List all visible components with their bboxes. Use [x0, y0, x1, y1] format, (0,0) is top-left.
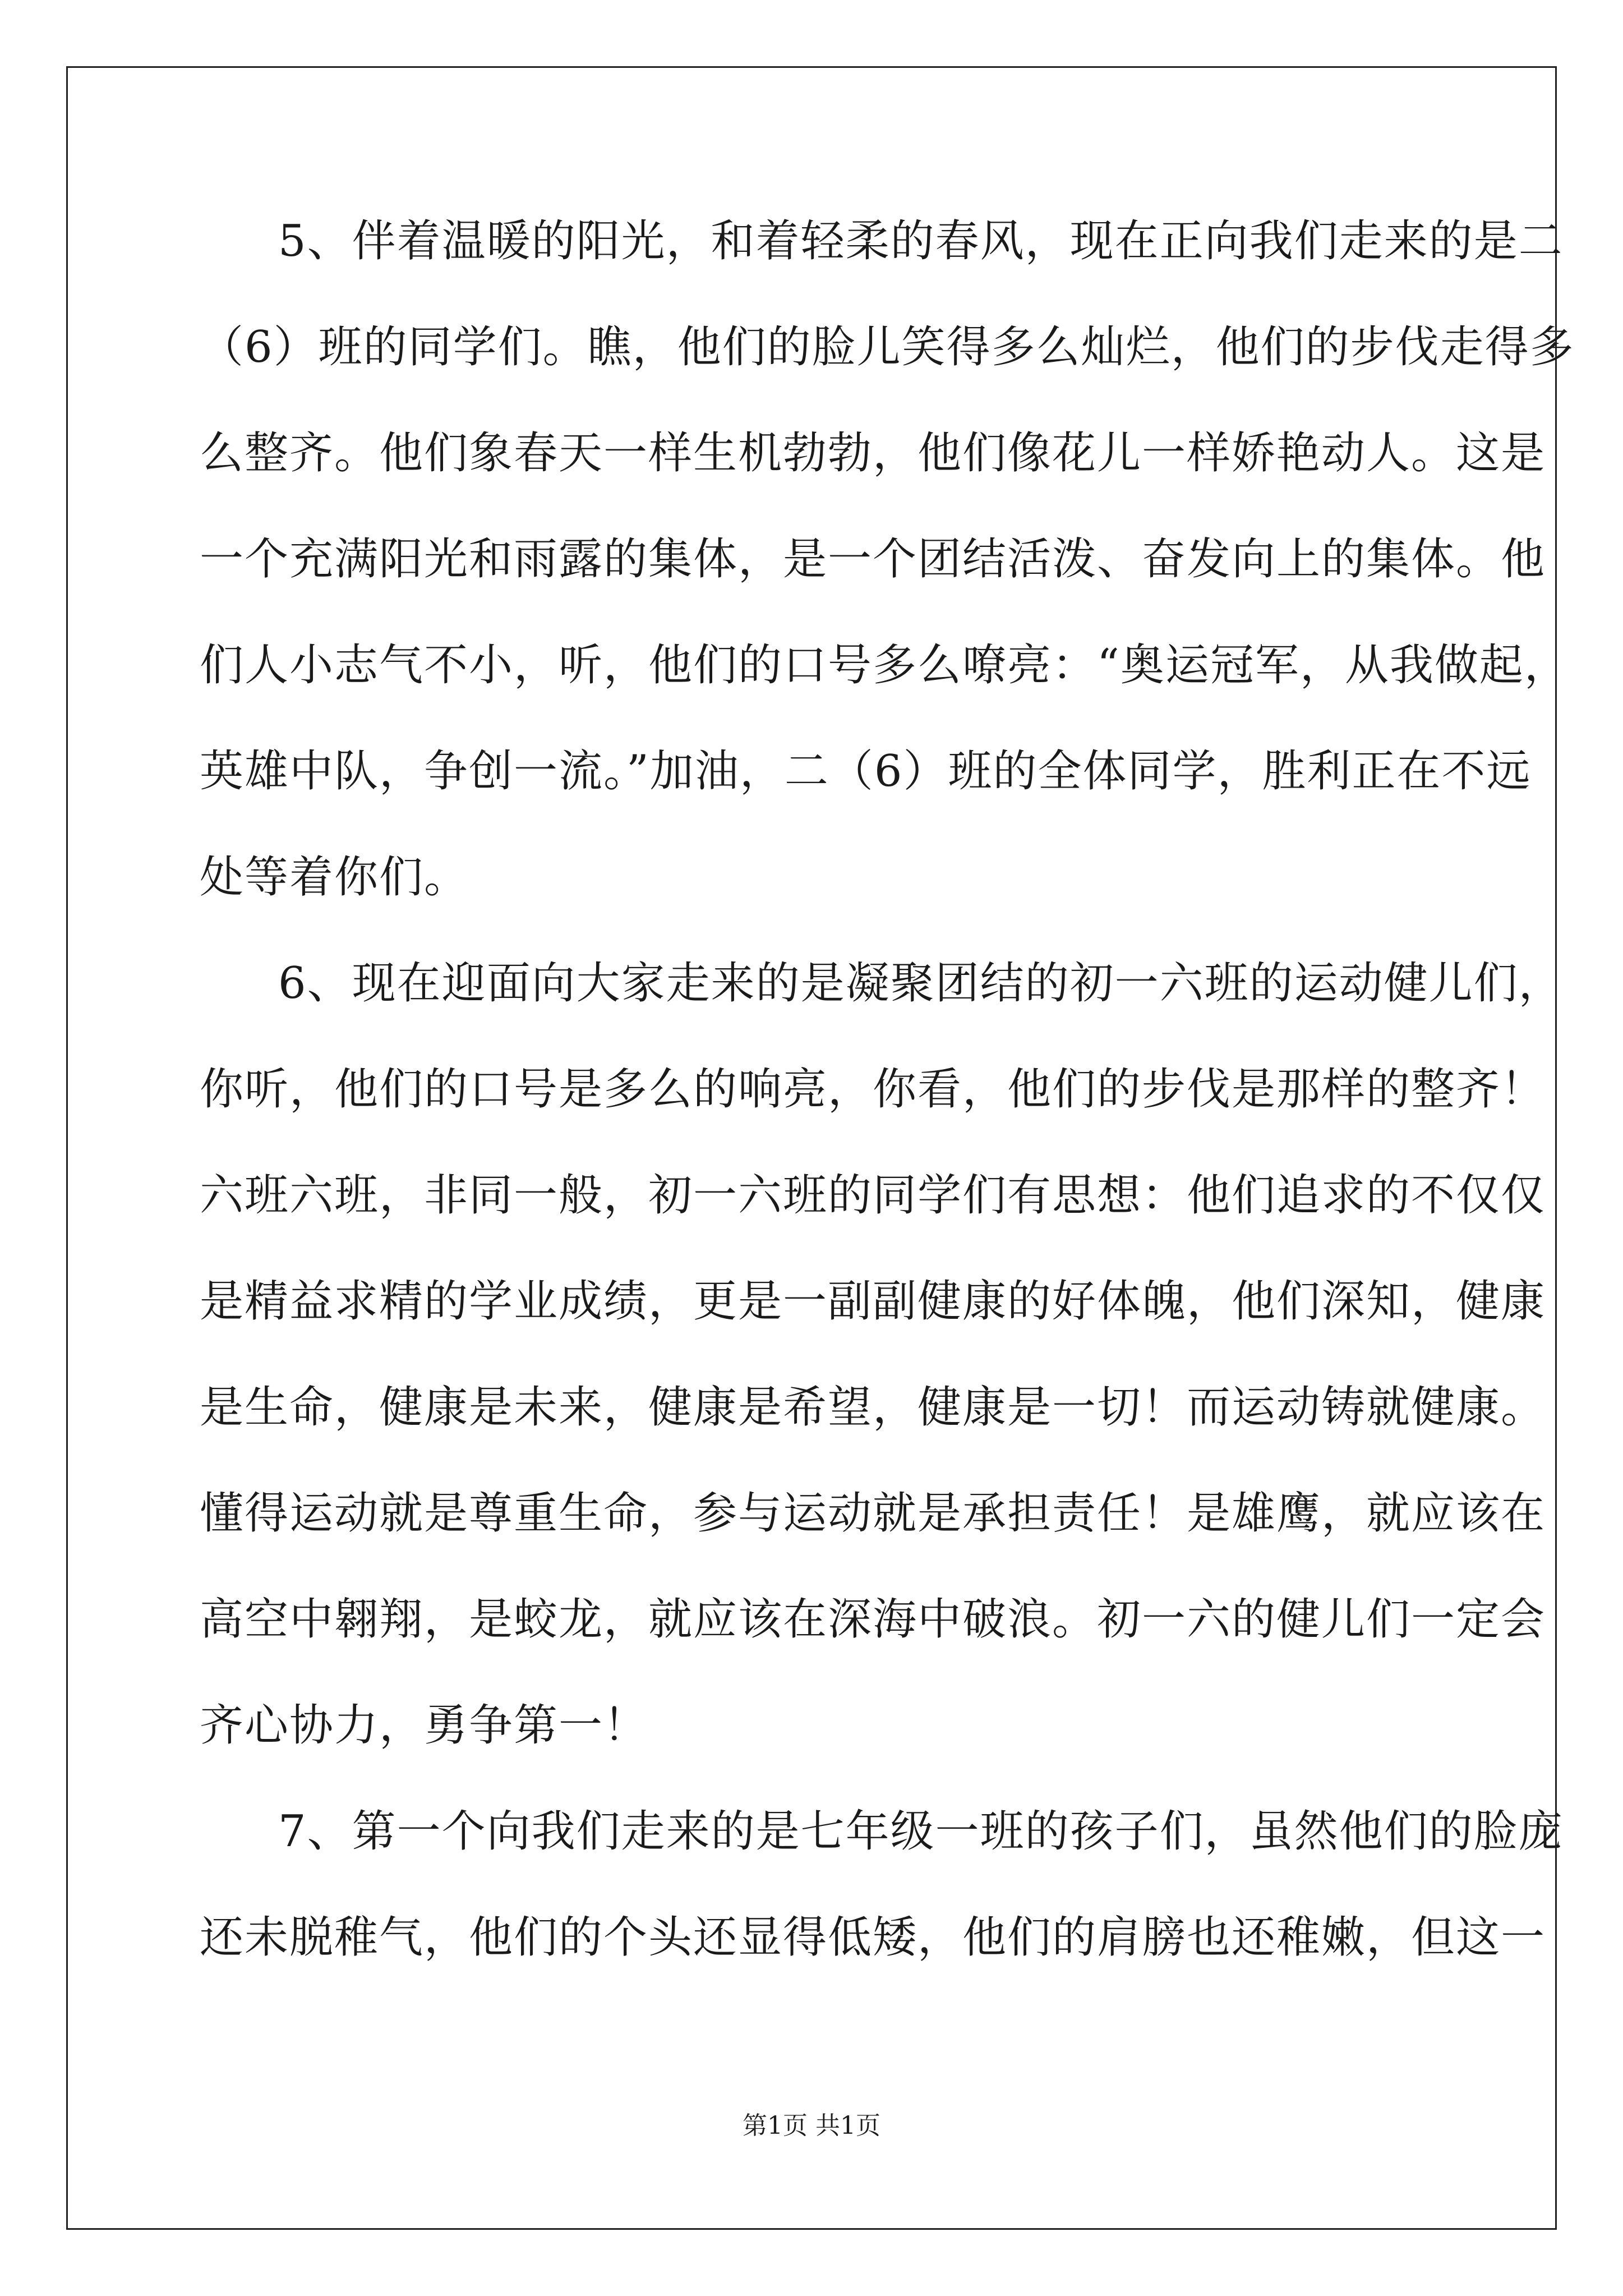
- text-line: 一个充满阳光和雨露的集体，是一个团结活泼、奋发向上的集体。他: [200, 534, 1546, 585]
- text-line: 高空中翱翔，是蛟龙，就应该在深海中破浪。初一六的健儿们一定会: [200, 1594, 1546, 1645]
- text-line: 英雄中队，争创一流。”加油，二（6）班的全体同学，胜利正在不远: [200, 746, 1532, 797]
- text-line: 还未脱稚气，他们的个头还显得低矮，他们的肩膀也还稚嫩，但这一: [200, 1912, 1546, 1963]
- text-line: 6、现在迎面向大家走来的是凝聚团结的初一六班的运动健儿们，: [278, 958, 1564, 1009]
- page-footer: [0, 2109, 1623, 2143]
- paragraph-5: [200, 213, 1575, 955]
- text-line: 是精益求精的学业成绩，更是一副副健康的好体魄，他们深知，健康: [200, 1276, 1546, 1327]
- paragraph-7: [200, 1803, 1564, 2016]
- document-body: [200, 213, 1575, 2016]
- text-line: 齐心协力，勇争第一！: [200, 1700, 649, 1751]
- paragraph-6: [200, 955, 1564, 1803]
- text-line: 懂得运动就是尊重生命，参与运动就是承担责任！是雄鹰，就应该在: [200, 1488, 1546, 1539]
- text-line: 么整齐。他们象春天一样生机勃勃，他们像花儿一样娇艳动人。这是: [200, 428, 1546, 478]
- text-line: （6）班的同学们。瞧，他们的脸儿笑得多么灿烂，他们的步伐走得多: [200, 322, 1575, 372]
- text-line: 们人小志气不小，听，他们的口号多么嘹亮：“奥运冠军，从我做起，: [200, 640, 1569, 691]
- text-line: 是生命，健康是未来，健康是希望，健康是一切！而运动铸就健康。: [200, 1382, 1546, 1433]
- text-line: 处等着你们。: [200, 852, 469, 903]
- text-line: 你听，他们的口号是多么的响亮，你看，他们的步伐是那样的整齐！: [200, 1064, 1546, 1115]
- text-line: 7、第一个向我们走来的是七年级一班的孩子们，虽然他们的脸庞: [278, 1806, 1564, 1857]
- page-number-label: 第1页 共1页: [743, 2111, 880, 2140]
- text-line: 5、伴着温暖的阳光，和着轻柔的春风，现在正向我们走来的是二: [278, 216, 1564, 266]
- text-line: 六班六班，非同一般，初一六班的同学们有思想：他们追求的不仅仅: [200, 1170, 1546, 1221]
